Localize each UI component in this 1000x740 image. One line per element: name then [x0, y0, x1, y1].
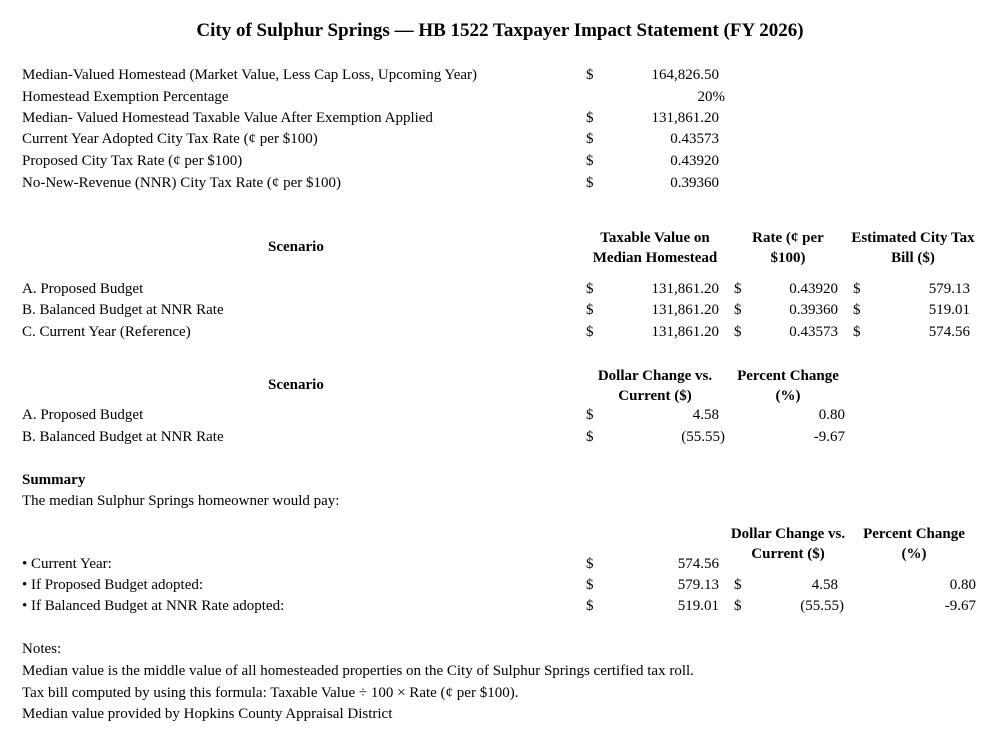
dollar-change-value: (55.55): [681, 429, 725, 445]
summary-intro: The median Sulphur Springs homeowner would pay:: [22, 493, 340, 509]
column-header-scenario: Scenario: [268, 377, 324, 393]
dollar-change-value: (55.55): [800, 598, 844, 614]
column-header-rate: Rate (¢ per $100): [752, 230, 824, 266]
input-currency: $: [586, 67, 594, 83]
tax-bill-value: 579.13: [677, 577, 719, 593]
input-label: Current Year Adopted City Tax Rate (¢ per $100): [22, 131, 318, 147]
summary-row-label: • If Proposed Budget adopted:: [22, 577, 204, 593]
scenario-label: A. Proposed Budget: [22, 281, 144, 297]
currency-sign: $: [853, 302, 861, 318]
taxable-value: 131,861.20: [651, 281, 719, 297]
scenario-label: B. Balanced Budget at NNR Rate: [22, 429, 224, 445]
rate-value: 0.39360: [789, 302, 838, 318]
currency-sign: $: [586, 324, 594, 340]
currency-sign: $: [586, 407, 594, 423]
percent-change-value: -9.67: [944, 598, 976, 614]
tax-bill-value: 519.01: [677, 598, 719, 614]
column-header-percent-change: Percent Change (%): [737, 368, 839, 404]
input-label: No-New-Revenue (NNR) City Tax Rate (¢ per $100): [22, 175, 342, 191]
column-header-dollar-change: Dollar Change vs. Current ($): [597, 368, 713, 404]
input-value: 0.39360: [670, 175, 719, 191]
summary-heading: Summary: [22, 472, 86, 488]
input-label: Proposed City Tax Rate (¢ per $100): [22, 153, 243, 169]
summary-row-label: • Current Year:: [22, 556, 112, 572]
dollar-change-value: 4.58: [692, 407, 719, 423]
tax-bill-value: 574.56: [677, 556, 719, 572]
currency-sign: $: [586, 302, 594, 318]
currency-sign: $: [734, 281, 742, 297]
currency-sign: $: [586, 577, 594, 593]
percent-change-value: 0.80: [818, 407, 845, 423]
currency-sign: $: [586, 281, 594, 297]
currency-sign: $: [586, 429, 594, 445]
currency-sign: $: [734, 324, 742, 340]
input-currency: $: [586, 110, 594, 126]
input-value: 20%: [697, 89, 725, 105]
percent-change-value: 0.80: [949, 577, 976, 593]
input-currency: $: [586, 175, 594, 191]
input-label: Homestead Exemption Percentage: [22, 89, 229, 105]
page-title: City of Sulphur Springs — HB 1522 Taxpayer Impact Statement (FY 2026): [196, 20, 804, 41]
input-value: 164,826.50: [651, 67, 719, 83]
summary-row-label: • If Balanced Budget at NNR Rate adopted:: [22, 598, 285, 614]
taxable-value: 131,861.20: [651, 324, 719, 340]
input-label: Median- Valued Homestead Taxable Value After Exemption Applied: [22, 110, 433, 126]
note-line: Median value provided by Hopkins County Appraisal District: [22, 706, 393, 722]
percent-change-value: -9.67: [813, 429, 845, 445]
taxable-value: 131,861.20: [651, 302, 719, 318]
input-label: Median-Valued Homestead (Market Value, Less Cap Loss, Upcoming Year): [22, 67, 478, 83]
scenario-label: A. Proposed Budget: [22, 407, 144, 423]
rate-value: 0.43920: [789, 281, 838, 297]
input-value: 131,861.20: [651, 110, 719, 126]
tax-bill-value: 579.13: [928, 281, 970, 297]
rate-value: 0.43573: [789, 324, 838, 340]
input-currency: $: [586, 153, 594, 169]
currency-sign: $: [734, 577, 742, 593]
currency-sign: $: [586, 556, 594, 572]
input-value: 0.43920: [670, 153, 719, 169]
input-value: 0.43573: [670, 131, 719, 147]
currency-sign: $: [853, 324, 861, 340]
column-header-taxable-value: Taxable Value on Median Homestead: [592, 230, 718, 266]
notes-heading: Notes:: [22, 641, 62, 657]
dollar-change-value: 4.58: [811, 577, 838, 593]
tax-bill-value: 519.01: [928, 302, 970, 318]
currency-sign: $: [734, 598, 742, 614]
currency-sign: $: [734, 302, 742, 318]
scenario-label: B. Balanced Budget at NNR Rate: [22, 302, 224, 318]
note-line: Median value is the middle value of all homesteaded properties on the City of Sulphur Springs certified tax roll.: [22, 663, 694, 679]
scenario-label: C. Current Year (Reference): [22, 324, 191, 340]
tax-bill-value: 574.56: [928, 324, 970, 340]
input-currency: $: [586, 131, 594, 147]
column-header-scenario: Scenario: [268, 239, 324, 255]
currency-sign: $: [853, 281, 861, 297]
note-line: Tax bill computed by using this formula: Taxable Value ÷ 100 × Rate (¢ per $100).: [22, 685, 519, 701]
column-header-dollar-change: Dollar Change vs. Current ($): [730, 526, 846, 562]
currency-sign: $: [586, 598, 594, 614]
column-header-tax-bill: Estimated City Tax Bill ($): [851, 230, 975, 266]
column-header-percent-change: Percent Change (%): [863, 526, 965, 562]
